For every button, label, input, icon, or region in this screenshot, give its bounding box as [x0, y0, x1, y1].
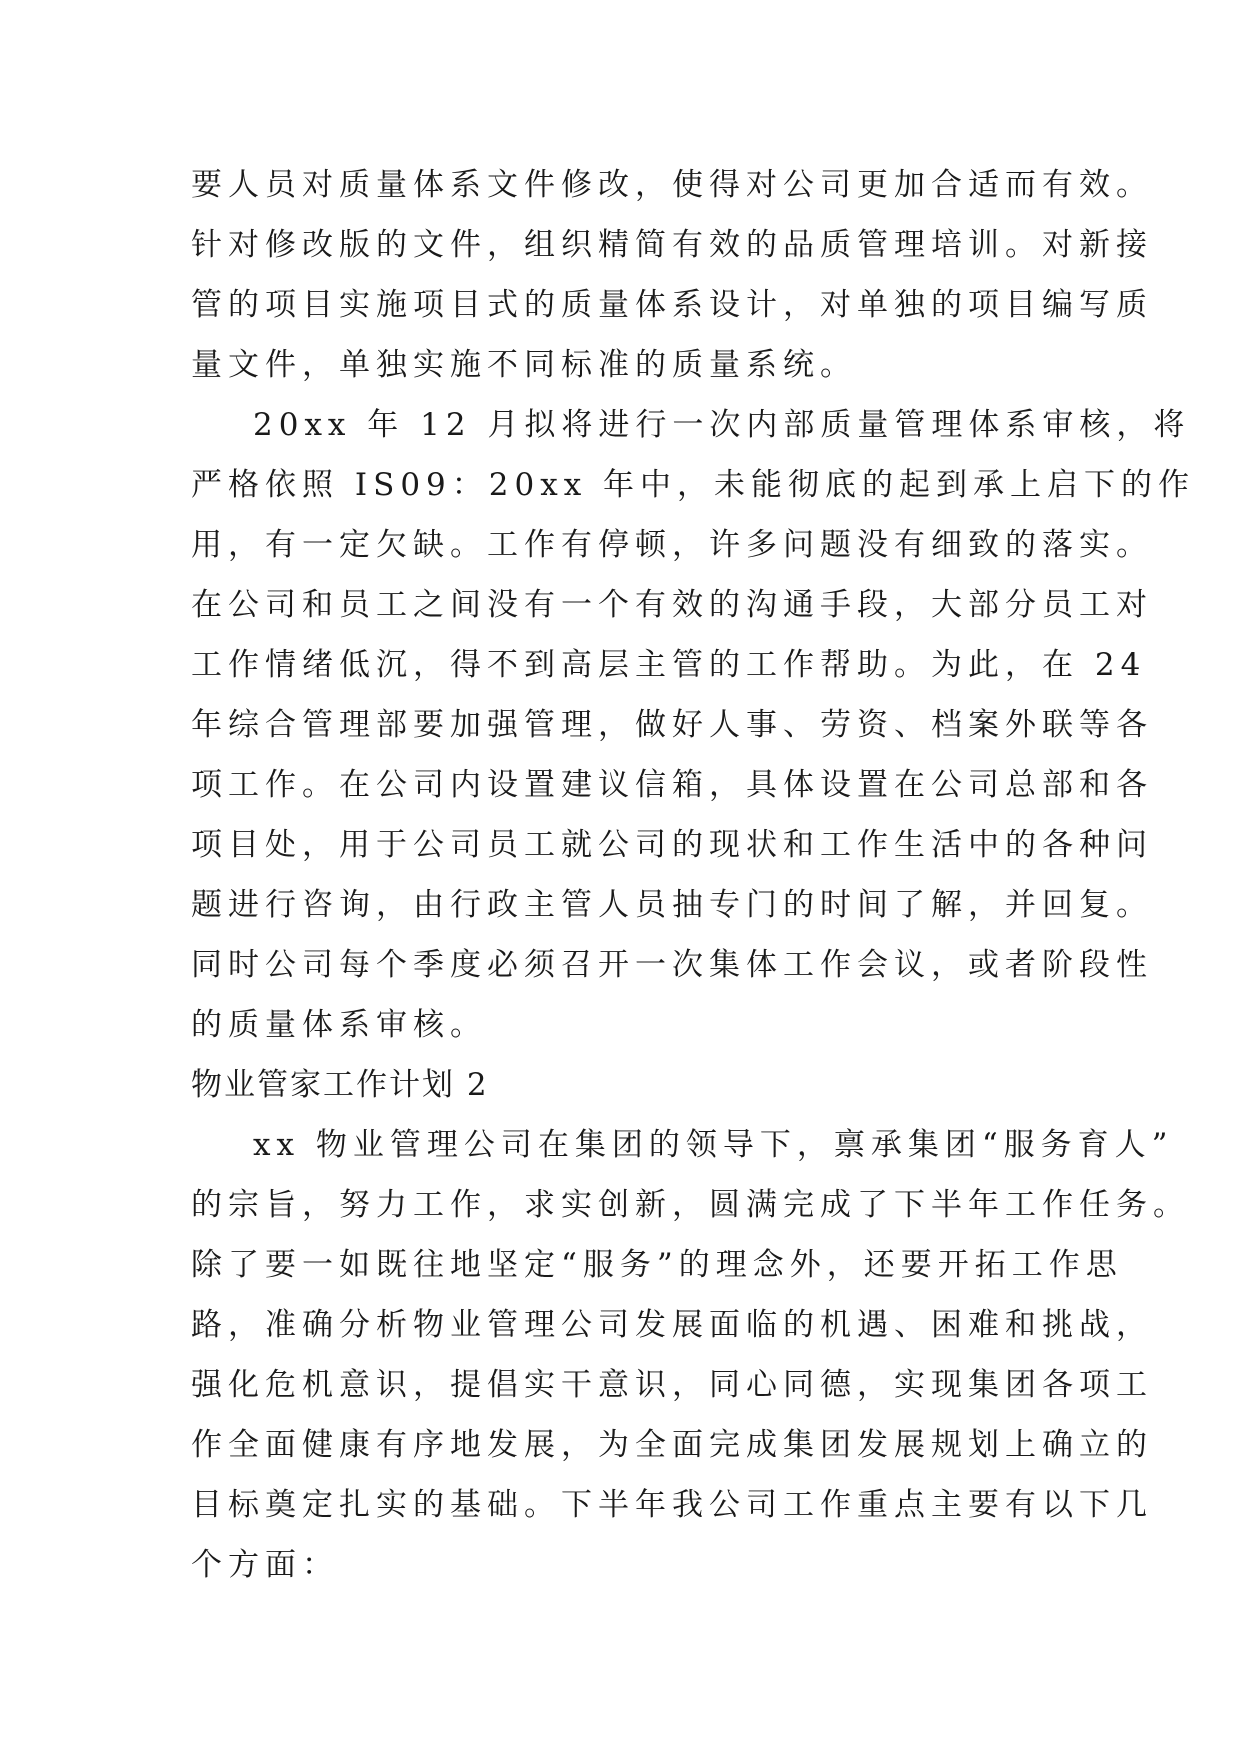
- paragraph-line: 20xx 年 12 月拟将进行一次内部质量管理体系审核，将: [253, 407, 1191, 443]
- section-heading: 物业管家工作计划 2: [191, 1067, 489, 1103]
- paragraph-line: 工作情绪低沉，得不到高层主管的工作帮助。为此，在 24: [191, 647, 1147, 683]
- paragraph-line: 题进行咨询，由行政主管人员抽专门的时间了解，并回复。: [191, 887, 1153, 923]
- paragraph-line: 作全面健康有序地发展，为全面完成集团发展规划上确立的: [191, 1427, 1153, 1463]
- paragraph-line: 项工作。在公司内设置建议信箱，具体设置在公司总部和各: [191, 767, 1153, 803]
- paragraph-line: 严格依照 IS09：20xx 年中，未能彻底的起到承上启下的作: [191, 467, 1196, 503]
- paragraph-line: 年综合管理部要加强管理，做好人事、劳资、档案外联等各: [191, 707, 1153, 743]
- paragraph-line: 除了要一如既往地坚定“服务”的理念外，还要开拓工作思: [191, 1247, 1123, 1283]
- paragraph-line: 在公司和员工之间没有一个有效的沟通手段，大部分员工对: [191, 587, 1153, 623]
- paragraph-line: 针对修改版的文件，组织精简有效的品质管理培训。对新接: [191, 227, 1153, 263]
- document-body: [191, 155, 1196, 1595]
- paragraph-line: 管的项目实施项目式的质量体系设计，对单独的项目编写质: [191, 287, 1153, 323]
- paragraph-line: 量文件，单独实施不同标准的质量系统。: [191, 347, 857, 383]
- paragraph-line: 用，有一定欠缺。工作有停顿，许多问题没有细致的落实。: [191, 527, 1153, 563]
- paragraph-line: 同时公司每个季度必须召开一次集体工作会议，或者阶段性: [191, 947, 1153, 983]
- paragraph-line: xx 物业管理公司在集团的领导下，禀承集团“服务育人”: [253, 1127, 1174, 1163]
- paragraph-line: 项目处，用于公司员工就公司的现状和工作生活中的各种问: [191, 827, 1153, 863]
- paragraph-line: 要人员对质量体系文件修改，使得对公司更加合适而有效。: [191, 167, 1153, 203]
- paragraph-line: 路，准确分析物业管理公司发展面临的机遇、困难和挑战，: [191, 1307, 1153, 1343]
- paragraph-line: 的质量体系审核。: [191, 1007, 487, 1043]
- paragraph-line: 个方面：: [191, 1547, 339, 1583]
- paragraph-line: 强化危机意识，提倡实干意识，同心同德，实现集团各项工: [191, 1367, 1153, 1403]
- paragraph-line: 的宗旨，努力工作，求实创新，圆满完成了下半年工作任务。: [191, 1187, 1190, 1223]
- paragraph-line: 目标奠定扎实的基础。下半年我公司工作重点主要有以下几: [191, 1487, 1153, 1523]
